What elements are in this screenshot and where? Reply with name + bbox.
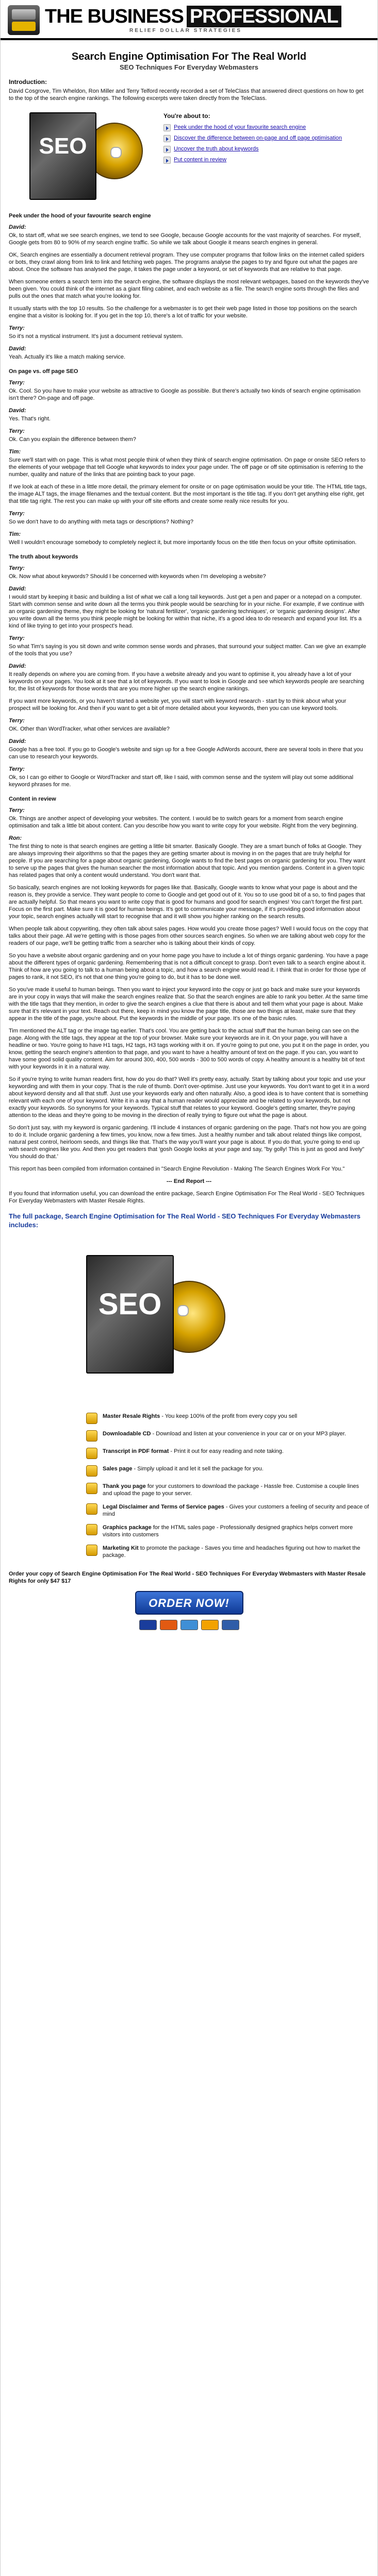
- dialogue-paragraph: It really depends on where you are coming from. If you have a website already and you want to optimise it, you already have a lot of your keywords on your pages. You look at it see that a lot of keywords. If you want to look in Google and see which keywords people are searching for, the list of keywords for those words that are you more higher up the search engine rankings.: [9, 671, 365, 692]
- mastercard-card-icon: [160, 1620, 177, 1630]
- toc-item: [163, 124, 369, 131]
- dialogue-paragraph: Sure we'll start with on page. This is what most people think of when they think of search engine optimisation. On page or onsite SEO refers to the elements of your webpage that tell Google what keywords to index your page under. The off page or off site optimisation is referring to the number, quality and nature of the links that are pointing back to your page.: [9, 457, 366, 478]
- intro-label: Introduction:: [9, 78, 47, 86]
- article-section: [9, 553, 369, 788]
- feature-item: [9, 1483, 369, 1497]
- brand-part2: PROFESSIONAL: [187, 6, 341, 27]
- paypal-card-icon: [222, 1620, 239, 1630]
- feature-text: [103, 1503, 369, 1518]
- speaker-name: Terry:: [9, 428, 25, 434]
- feature-desc: to promote the package - Saves you time and headaches figuring out how to market the package.: [103, 1545, 360, 1558]
- section-heading: Content in review: [9, 796, 56, 802]
- feature-check-icon: [86, 1430, 97, 1442]
- speaker-name: Tim:: [9, 449, 21, 455]
- feature-list: [9, 1413, 369, 1559]
- toc-item: [163, 145, 369, 153]
- feature-item: [9, 1430, 369, 1442]
- product-cover-image: [9, 107, 158, 205]
- end-report: --- End Report ---: [166, 1178, 212, 1184]
- feature-desc: - Simply upload it and let it sell the package for you.: [134, 1466, 264, 1472]
- dialogue-paragraph: So you have a website about organic gardening and on your home page you have to include a lot of things organic gardening. You have a page about the different types of organic gardening. Remembering that is not a difficult concept to grasp. Don't even talk to a search engine about it. Think of how are you going to talk to a human being about a topic, and how a search engine would read it. I think that in order for those type of pages to rank, it not SEO, it's not that one thing you're going to do, but it has to be done well.: [9, 953, 369, 980]
- dialogue-paragraph: So we don't have to do anything with meta tags or descriptions? Nothing?: [9, 519, 193, 525]
- feature-desc: - Download and listen at your convenience in your car or on your MP3 player.: [152, 1431, 347, 1437]
- feature-item: [9, 1545, 369, 1559]
- dialogue-paragraph: It usually starts with the top 10 results. So the challenge for a webmaster is to get their web page listed in those top positions on the search engine that a visitor is looking for. If you get in the top 10, there's a lot of traffic for your website.: [9, 306, 357, 319]
- speaker-name: Ron:: [9, 835, 22, 841]
- feature-check-icon: [86, 1448, 97, 1459]
- feature-text: [103, 1483, 369, 1497]
- toc-link[interactable]: Uncover the truth about keywords: [174, 146, 259, 152]
- discover-card-icon: [201, 1620, 219, 1630]
- speaker-name: Terry:: [9, 718, 25, 724]
- speaker-name: Tim:: [9, 531, 21, 537]
- feature-title: Graphics package: [103, 1524, 152, 1531]
- feature-text: [103, 1545, 369, 1559]
- speaker-name: Terry:: [9, 635, 25, 641]
- dialogue-paragraph: OK, Search engines are essentially a document retrieval program. They use computer programs that follow links on the internet called spiders or bots, they crawl along from link to link and fetching web pages. The programs analyse the pages to try and figure out what the pages are about. Once the software has analysed the page, it takes the page under a keyword, or set of keywords that are relative to that page.: [9, 252, 365, 273]
- dialogue-paragraph: If you want more keywords, or you haven't started a website yet, you will start with keyword research - start by to think about what your prospect will be looking for. And then if you want to get a bit of more detailed about your keywords, then you can use keyword tools.: [9, 698, 347, 711]
- dialogue-paragraph: Google has a free tool. If you go to Google's website and sign up for a free Google AdWords account, there are several tools in there that you can use to research your keywords.: [9, 747, 363, 760]
- product-box-icon: SEO: [29, 112, 96, 200]
- dialogue-paragraph: Ok. Now what about keywords? Should I be concerned with keywords when I'm developing a website?: [9, 573, 266, 580]
- feature-desc: - Gives your customers a feeling of security and peace of mind: [103, 1504, 369, 1517]
- dialogue-paragraph: So if you're trying to write human readers first, how do you do that? Well it's pretty easy, actually. Start by talking about your topic and use your keywording and with them in your copy. That is the rule of thumb. Don't over-optimise. Just use your keywords. You don't want to get it in a word about keyword density and all that stuff. Just use your keywords early and often naturally. Also, a good idea is to have content that is something relevant with each one of your keyword. Write it in a way that a human reader would appreciate and be related to your keywords, but not exactly your keywords. So synonyms for your keywords. Typical stuff that relates to your keyword. Google's getting smarter, they're paying attention to the ideas and they're going to be moving in the direction of really trying to figure out what the page is about.: [9, 1076, 369, 1118]
- speaker-name: Terry:: [9, 380, 25, 386]
- feature-item: [9, 1413, 369, 1424]
- dialogue-paragraph: Ok. Can you explain the difference between them?: [9, 436, 136, 443]
- brand-tagline: RELIEF DOLLAR STRATEGIES: [129, 28, 242, 33]
- dialogue-paragraph: So you've made it useful to human beings. Then you want to inject your keyword into the copy or just go back and make sure your keywords are in your copy in ways that will make the search engines realize that. So that the search engines are able to rank you better. At the same time with the title tags that they mention, in order to give the search engines a clue that there is about and tell them what your page is about. Make sure that it's relevant in your text. Reach out there, keep in mind you know the page title, those are two things at least, make sure that they appear in the title of the page, you're about. Put the keywords in the middle of your page. It's one of the basic rules.: [9, 987, 368, 1022]
- feature-check-icon: [86, 1413, 97, 1424]
- dialogue-paragraph: Ok, so I can go either to Google or WordTracker and start off, like I said, with common sense and the system will play out some additional keyword phrases for me.: [9, 774, 354, 788]
- arrow-right-icon: [163, 135, 171, 142]
- feature-title: Thank you page: [103, 1483, 146, 1489]
- dialogue-paragraph: So basically, search engines are not looking keywords for pages like that. Basically, Google wants to know what your page is about and the reason is, they provide a service. They want people to come to Google and get good out of it. You so to use good bit of a so, to find pages that are actually helpful. So that means you want to write copy that is good for humans and good for search engines! You can't forget the first part. Focus on the first part. Make sure it is good for human beings. It's got to communicate your message, if it's providing good information about your topic, search engines actually will start to recognise that and it will show you higher ranking on the search results.: [9, 885, 365, 920]
- feature-desc: - You keep 100% of the profit from every copy you sell: [161, 1413, 298, 1419]
- speaker-name: Terry:: [9, 766, 25, 772]
- speaker-name: Terry:: [9, 511, 25, 517]
- section-heading: Peek under the hood of your favourite search engine: [9, 213, 151, 219]
- intro-paragraph: David Cosgrove, Tim Wheldon, Ron Miller and Terry Telford recently recorded a set of TeleClass that answered direct questions on how to get to the top of the search engine rankings. The following excerpts were taken directly from the TeleClass.: [9, 88, 364, 101]
- feature-check-icon: [86, 1465, 97, 1477]
- toc-list: [163, 124, 369, 164]
- dialogue-paragraph: The first thing to note is that search engines are getting a little bit smarter. Basically Google. They are a smart bunch of folks at Google. They are always improving their algorithms so that the pages they are getting smarter about is moving in on the pages that are truly helpful for people. If you are searching for a page about organic gardening, Google wants to find the best pages on organic gardening for you. They want to serve up the pages that gives the human searcher the most information about that topic. And you mention gardens. Content in a given topic has related pages that only a content would understand. You don't want that.: [9, 843, 366, 878]
- feature-text: [103, 1465, 264, 1472]
- feature-item: [9, 1448, 369, 1459]
- dialogue-paragraph: When someone enters a search term into the search engine, the software displays the most relevant webpages, based on the keywords they've been given. You could think of the internet as a giant filing cabinet, and each website as a file. The search engine sorts through the files and pulls out the ones that match what you're looking for.: [9, 279, 369, 299]
- toc-link[interactable]: Peek under the hood of your favourite search engine: [174, 124, 306, 130]
- feature-text: [103, 1430, 346, 1437]
- site-header: [1, 0, 377, 40]
- toc-item: [163, 156, 369, 164]
- feature-check-icon: [86, 1503, 97, 1515]
- order-text: Order your copy of Search Engine Optimisation For The Real World - SEO Techniques For Everyday Webmasters with Master Resale Rights for only $47 $17: [9, 1571, 366, 1584]
- dialogue-paragraph: Ok. Things are another aspect of developing your websites. The content. I would be to switch gears for a moment from search engine optimisation and talk a little bit about content. Can you describe how you want to write copy for your website. Right from the very beginning.: [9, 816, 358, 829]
- toc-title: You're about to:: [163, 112, 210, 120]
- dialogue-paragraph: I would start by keeping it basic and building a list of what we call a long tail keywords. Just get a pen and paper or a notepad on a computer. Start with common sense and write down all the terms you think people would be searching for in your niche. For example, if we continue with an organic gardening theme, they might be looking for 'natural fertilizer', 'organic gardening techniques', or 'organic gardening designs'. After you write down all the terms you think people might be looking for within that niche, it's a good idea to do research and expand your list. It's a kind of like trying to get into your prospect's head.: [9, 594, 365, 629]
- feature-desc: - Print it out for easy reading and note taking.: [170, 1448, 284, 1454]
- brand-title: [45, 5, 341, 28]
- feature-title: Sales page: [103, 1466, 133, 1472]
- dialogue-paragraph: Ok, to start off, what we see search engines, we tend to see Google, because Google accounts for the vast majority of searches. For myself, Google gets from 80 to 90% of my search engine traffic. So while we talk about Google it means search engines in general.: [9, 232, 361, 246]
- toc-box: [158, 107, 369, 205]
- feature-item: [9, 1465, 369, 1477]
- dialogue-paragraph: Yes. That's right.: [9, 416, 51, 422]
- feature-title: Downloadable CD: [103, 1431, 151, 1437]
- toc-area: [9, 107, 369, 205]
- bundle-box-icon: SEO: [86, 1255, 174, 1374]
- dialogue-paragraph: If we look at each of these in a little more detail, the primary element for onsite or on page optimisation would be your title. The HTML title tags, the image ALT tags, the image filenames and the textual content. But the most important is the title tag. If you don't get anything else right, get that title tag right. The rest you can make up with your off site efforts and create some really nice results for you.: [9, 484, 367, 504]
- feature-check-icon: [86, 1483, 97, 1494]
- dialogue-paragraph: So what Tim's saying is you sit down and write common sense words and phrases, that surround your subject matter. Can we give an example of the tools that you use?: [9, 643, 366, 657]
- feature-check-icon: [86, 1545, 97, 1556]
- dialogue-paragraph: Well I wouldn't encourage somebody to completely neglect it, but more importantly focus on the title then focus on your offsite optimisation.: [9, 539, 357, 546]
- speaker-name: Terry:: [9, 325, 25, 331]
- dialogue-paragraph: Tim mentioned the ALT tag or the image tag earlier. That's cool. You are getting back to the actual stuff that the human being can see on the page. Along with the title tags, they appear at the top of your browser. Make sure your keywords are in it. On your page, you will have a headline or two. You're going to have H1 tags, H2 tags, H3 tags working with it on. If you're going to put one, you put it on the page in order, you know, getting the search engine's attention to that page, and you want to have a healthy amount of text on the page. If you can, you want to have some good solid quality content. Aim for around 300, 400, 500 words - 300 to 500 words of copy. A healthy amount is a healthy bit of text with your keywords in it in a natural way.: [9, 1028, 369, 1070]
- speaker-name: Terry:: [9, 565, 25, 571]
- feature-title: Legal Disclaimer and Terms of Service pages: [103, 1504, 224, 1510]
- brand-part1: THE BUSINESS: [45, 6, 184, 27]
- feature-title: Transcript in PDF format: [103, 1448, 169, 1454]
- feature-check-icon: [86, 1524, 97, 1535]
- article-sections: [9, 212, 369, 1173]
- feature-text: [103, 1413, 297, 1420]
- dialogue-paragraph: When people talk about copywriting, they often talk about sales pages. How would you create those pages? Well I would focus on the copy that talks about their page. All we're getting with is those pages from other sources search engines. So when we are talking about web copy for the readers of our page, we'll be getting traffic from a searcher who is talking about their kinds of copy.: [9, 926, 368, 946]
- speaker-name: David:: [9, 346, 26, 352]
- intro-block: [9, 88, 369, 102]
- speaker-name: David:: [9, 408, 26, 414]
- toc-item: [163, 134, 369, 142]
- speaker-name: David:: [9, 663, 26, 669]
- feature-text: [103, 1524, 369, 1538]
- arrow-right-icon: [163, 146, 171, 153]
- promo-heading: The full package, Search Engine Optimisation for The Real World - SEO Techniques For Everyday Webmasters includes:: [9, 1212, 360, 1229]
- dialogue-paragraph: So don't just say, with my keyword is organic gardening. I'll include 4 instances of organic gardening on the page. That's not how you are going to do it. Include organic gardening a few times, you know, now a few times. Just a healthy number and talk about related things like compost, natural pest control, heirloom seeds, and things like that. That's the way you'll want your page is about. If you do that, you're going to end up with search engines like you. And then you get readers that 'gosh Google looks at your page and say, "by golly! This is just as good and lively" You should do that.': [9, 1125, 367, 1160]
- feature-title: Master Resale Rights: [103, 1413, 160, 1419]
- closing-paragraph: If you found that information useful, you can download the entire package, Search Engine Optimisation For The Real World - SEO Techniques For Everyday Webmasters with Master Resale Rights.: [9, 1191, 365, 1204]
- feature-desc: for your customers to download the package - Hassle free. Customise a couple lines and upload the page to your server.: [103, 1483, 359, 1497]
- article-section: [9, 795, 369, 1173]
- speaker-name: Terry:: [9, 807, 25, 814]
- feature-item: [9, 1524, 369, 1538]
- section-heading: The truth about keywords: [9, 554, 78, 560]
- article-section: [9, 212, 369, 361]
- speaker-name: David:: [9, 738, 26, 744]
- page-title: Search Engine Optimisation For The Real World: [71, 51, 307, 62]
- feature-item: [9, 1503, 369, 1518]
- page-subtitle: SEO Techniques For Everyday Webmasters: [119, 63, 258, 71]
- dialogue-paragraph: Yeah. Actually it's like a match making service.: [9, 354, 126, 360]
- dialogue-paragraph: Ok. Cool. So you have to make your website as attractive to Google as possible. But there's actually two kinds of search engine optimisation isn't there? On-page and off page.: [9, 388, 361, 401]
- toc-link[interactable]: Put content in review: [174, 157, 227, 163]
- product-bundle-image: [9, 1234, 369, 1404]
- arrow-right-icon: [163, 157, 171, 164]
- order-now-button[interactable]: ORDER NOW!: [135, 1591, 243, 1615]
- section-heading: On page vs. off page SEO: [9, 368, 78, 375]
- feature-desc: for the HTML sales page - Professionally designed graphics helps convert more visitors into customers: [103, 1524, 353, 1538]
- payment-cards: [9, 1620, 369, 1630]
- feature-title: Marketing Kit: [103, 1545, 139, 1551]
- toc-link[interactable]: Discover the difference between on-page and off page optimisation: [174, 135, 342, 141]
- visa-card-icon: [139, 1620, 157, 1630]
- speaker-name: David:: [9, 586, 26, 592]
- dialogue-paragraph: So it's not a mystical instrument. It's just a document retrieval system.: [9, 333, 183, 340]
- feature-text: [103, 1448, 284, 1455]
- amex-card-icon: [180, 1620, 198, 1630]
- dialogue-paragraph: OK. Other than WordTracker, what other services are available?: [9, 726, 170, 732]
- arrow-right-icon: [163, 124, 171, 131]
- main-content: [1, 40, 377, 1630]
- dialogue-paragraph: This report has been compiled from information contained in "Search Engine Revolution - Making The Search Engines Work For You.": [9, 1166, 345, 1172]
- brand-logo-icon: [8, 5, 40, 35]
- speaker-name: David:: [9, 224, 26, 230]
- article-section: [9, 368, 369, 546]
- order-wrap: [9, 1591, 369, 1615]
